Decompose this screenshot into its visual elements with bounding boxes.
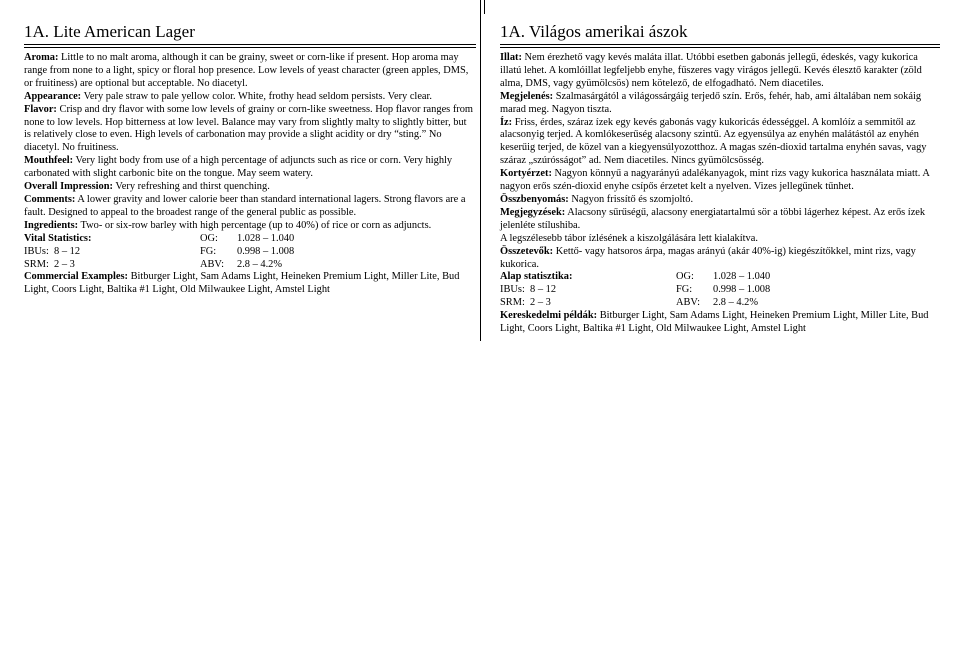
fg-value-hu: 0.998 – 1.008	[713, 284, 771, 296]
flavor-text-hu: Friss, érdes, száraz ízek egy kevés gabonás vagy kukoricás édességgel. A komlóíz a semmitől az alacsonyig terjed. A komlókeserűség alacsony szintű. Az egyensúlya az enyhén malátástól az enyhén keserűig terjed, de közel van a kiegyensúlyozotthoz. A magas szén-dioxid tartalma enyhén savas, vagy száraz „szúrósságot” ad. Nem diacetiles. Nincs gyümölcsösség.	[500, 116, 927, 167]
flavor-label-en: Flavor:	[24, 103, 57, 115]
vital-statistics-en	[24, 233, 476, 272]
hungarian-column	[500, 0, 940, 336]
fg-label-hu: FG:	[676, 284, 693, 296]
aroma-label-en: Aroma:	[24, 52, 59, 63]
stats-row-ibu-fg-hu	[500, 284, 940, 297]
title-rule-second	[24, 47, 476, 48]
mouthfeel-paragraph-en	[24, 155, 476, 181]
comments-label-hu: Megjegyzések:	[500, 206, 566, 218]
stats-row-ibu-fg	[24, 246, 476, 259]
appearance-text-hu: Szalmasárgától a világossárgáig terjedő szín. Erős, fehér, hab, ami általában nem sokáig marad meg. Nagyon tiszta.	[500, 90, 922, 115]
flavor-label-hu: Íz:	[500, 116, 513, 128]
title-rule-second-hu	[500, 47, 940, 48]
og-label-hu: OG:	[676, 271, 694, 283]
og-value-en: 1.028 – 1.040	[237, 232, 295, 244]
stats-row-og-hu	[500, 271, 940, 284]
appearance-paragraph-en	[24, 91, 476, 104]
ingredients-paragraph-en	[24, 220, 476, 233]
style-title-en: 1A. Lite American Lager	[24, 22, 195, 41]
mouthfeel-label-hu: Kortyérzet:	[500, 168, 552, 180]
aroma-paragraph-hu	[500, 52, 940, 91]
stats-row-srm-abv-hu	[500, 297, 940, 310]
comments-paragraph-hu	[500, 207, 940, 233]
abv-value-hu: 2.8 – 4.2%	[713, 297, 759, 309]
stats-row-og	[24, 233, 476, 246]
mouthfeel-text-en: Very light body from use of a high percentage of adjuncts such as rice or corn. Very highly carbonated with slight carbonic bite on the tongue. May seem watery.	[24, 155, 453, 180]
aroma-paragraph-en	[24, 52, 476, 91]
og-value-hu: 1.028 – 1.040	[713, 271, 771, 283]
appearance-label-en: Appearance:	[24, 90, 82, 102]
srm-value-en: 2 – 3	[54, 258, 75, 270]
aroma-label-hu: Illat:	[500, 52, 522, 63]
overall-paragraph-hu	[500, 194, 940, 207]
mouthfeel-text-hu: Nagyon könnyű a nagyarányú adalékanyagok, mint rizs vagy kukorica használata miatt. A nagyon erős szén-dioxid enyhe csípős érzetet kelt a nyelven. Vizes jellegűnek tűnhet.	[500, 168, 930, 193]
aroma-text-en: Little to no malt aroma, although it can be grainy, sweet or corn-like if present. Hop aroma may range from none to a light, spicy or floral hop presence. Low levels of yeast character (green apples, DMS, or fruitiness) are optional but acceptable. No diacetyl.	[24, 52, 469, 89]
comments-paragraph-en	[24, 194, 476, 220]
examples-label-hu: Kereskedelmi példák:	[500, 310, 598, 322]
ingredients-text-en: Two- or six-row barley with high percentage (up to 40%) of rice or corn as adjuncts.	[80, 219, 432, 231]
overall-label-en: Overall Impression:	[24, 181, 113, 193]
ibu-value-hu: 8 – 12	[530, 284, 557, 296]
page-divider-top	[484, 0, 485, 14]
stats-label-hu: Alap statisztika:	[500, 271, 573, 283]
flavor-paragraph-en	[24, 104, 476, 156]
ingredients-label-en: Ingredients:	[24, 219, 79, 231]
stats-label-en: Vital Statistics:	[24, 232, 92, 244]
ingredients-text-hu: Kettő- vagy hatsoros árpa, magas arányú (akár 40%-ig) kiegészítőkkel, mint rizs, vagy kukorica.	[500, 245, 916, 270]
overall-text-en: Very refreshing and thirst quenching.	[115, 181, 270, 193]
title-rule-hu	[500, 44, 940, 45]
mouthfeel-label-en: Mouthfeel:	[24, 155, 74, 167]
srm-label-hu: SRM:	[500, 297, 525, 309]
og-label-en: OG:	[200, 232, 218, 244]
abv-value-en: 2.8 – 4.2%	[237, 258, 283, 270]
comments-label-en: Comments:	[24, 193, 76, 205]
fg-value-en: 0.998 – 1.008	[237, 245, 295, 257]
english-column	[24, 0, 476, 297]
column-divider	[480, 0, 481, 341]
overall-paragraph-en	[24, 181, 476, 194]
examples-paragraph-en	[24, 271, 476, 297]
style-title-hu: 1A. Világos amerikai ászok	[500, 22, 688, 41]
vital-statistics-hu	[500, 271, 940, 310]
examples-text-hu: Bitburger Light, Sam Adams Light, Heineken Premium Light, Miller Lite, Bud Light, Coors Light, Baltika #1 Light, Old Milwaukee Light, Amstel Light	[500, 310, 929, 335]
ibu-value-en: 8 – 12	[54, 245, 81, 257]
overall-label-hu: Összbenyomás:	[500, 193, 569, 205]
srm-label-en: SRM:	[24, 258, 49, 270]
examples-text-en: Bitburger Light, Sam Adams Light, Heineken Premium Light, Miller Lite, Bud Light, Coors Light, Baltika #1 Light, Old Milwaukee Light, Amstel Light	[24, 271, 460, 296]
abv-label-hu: ABV:	[676, 297, 701, 309]
ingredients-paragraph-hu	[500, 246, 940, 272]
fg-label-en: FG:	[200, 245, 217, 257]
overall-text-hu: Nagyon frissítő és szomjoltó.	[571, 193, 694, 205]
appearance-text-en: Very pale straw to pale yellow color. White, frothy head seldom persists. Very clear.	[83, 90, 433, 102]
mouthfeel-paragraph-hu	[500, 168, 940, 194]
flavor-paragraph-hu	[500, 117, 940, 169]
comments-text-hu: Alacsony sűrűségű, alacsony energiatartalmú sör a többi lágerhez képest. Az erős ízek jelenléte stílushiba.	[500, 206, 926, 231]
srm-value-hu: 2 – 3	[530, 297, 551, 309]
aroma-text-hu: Nem érezhető vagy kevés maláta illat. Utóbbi esetben gabonás jellegű, édeskés, vagy kukorica illatú lehet. A komlóillat legfeljebb enyhe, fűszeres vagy virágos jellegű. Kevés élesztő karakter (zöld alma, DMS, vagy gyümölcsös) nem kötelező, de elfogadható. Nem diacetiles.	[500, 52, 922, 89]
appearance-paragraph-hu	[500, 91, 940, 117]
examples-paragraph-hu	[500, 310, 940, 336]
ingredients-label-hu: Összetevők:	[500, 245, 554, 257]
flavor-text-en: Crisp and dry flavor with some low levels of grainy or corn-like sweetness. Hop flavor ranges from none to low levels. Hop bitterness at low level. Balance may vary from slightly malty to slightly bitter, but is relatively close to even. High levels of carbonation may provide a slight acidity or dry “sting.” No diacetyl. No fruitiness.	[24, 103, 474, 154]
stats-row-srm-abv	[24, 259, 476, 272]
ibu-label-en: IBUs:	[24, 245, 49, 257]
ibu-label-hu: IBUs:	[500, 284, 525, 296]
comments-text-en: A lower gravity and lower calorie beer than standard international lagers. Strong flavors are a fault. Designed to appeal to the broadest range of the general public as possible.	[24, 193, 466, 218]
appearance-label-hu: Megjelenés:	[500, 90, 554, 102]
examples-label-en: Commercial Examples:	[24, 271, 128, 283]
comments-second-paragraph-hu: A legszélesebb tábor ízlésének a kiszolgálására lett kialakítva.	[500, 232, 758, 244]
abv-label-en: ABV:	[200, 258, 225, 270]
title-rule	[24, 44, 476, 45]
